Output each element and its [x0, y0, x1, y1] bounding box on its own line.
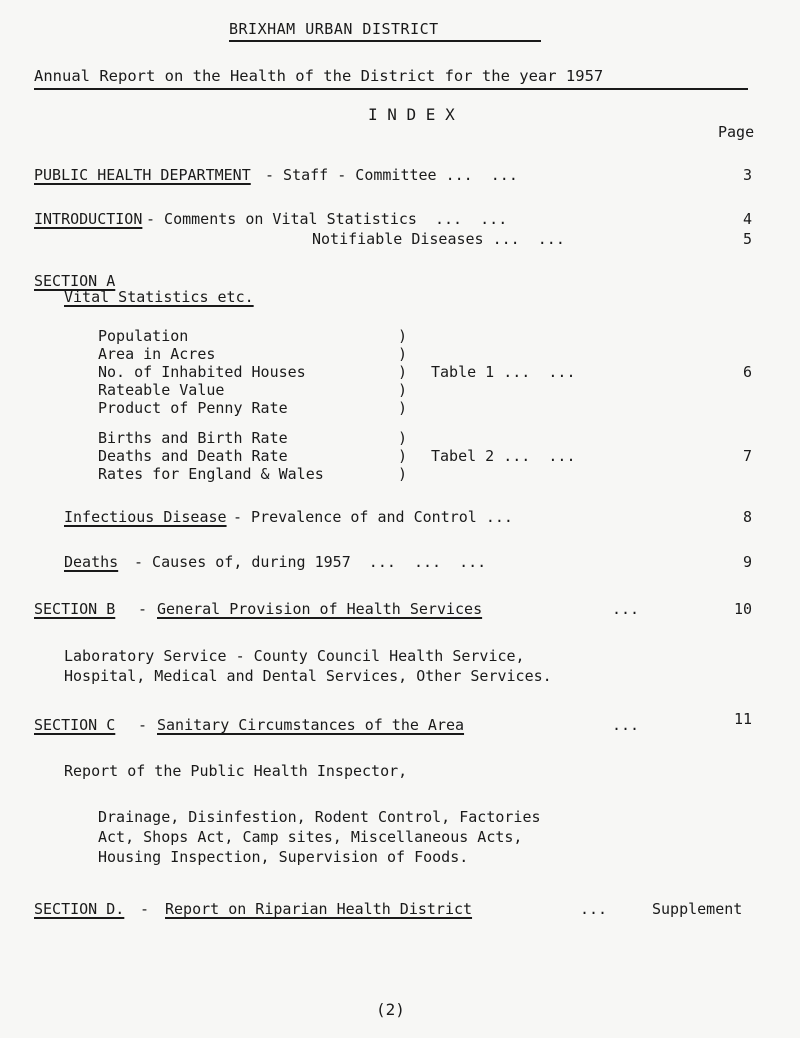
- intro-text: - Comments on Vital Statistics ... ...: [146, 210, 508, 228]
- infectious-text: - Prevalence of and Control ...: [233, 508, 513, 526]
- table2-brace: ) ) ): [398, 429, 408, 483]
- notifiable-text: Notifiable Diseases ... ...: [312, 230, 565, 248]
- footer-page-number: (2): [376, 1000, 405, 1019]
- section-c-desc-line3: Housing Inspection, Supervision of Foods.: [98, 848, 469, 866]
- table2-item: Rates for England & Wales: [98, 465, 324, 483]
- section-b-desc-line2: Hospital, Medical and Dental Services, Other Services.: [64, 667, 552, 685]
- table1-label: Table 1 ... ...: [431, 363, 576, 381]
- phd-page: 3: [742, 166, 752, 184]
- intro-heading: INTRODUCTION: [34, 210, 143, 228]
- section-b-page: 10: [733, 600, 752, 618]
- phd-heading: PUBLIC HEALTH DEPARTMENT: [34, 166, 251, 184]
- section-c-desc-line1: Drainage, Disinfestion, Rodent Control, Factories: [98, 808, 541, 826]
- table1-item: No. of Inhabited Houses: [98, 363, 306, 381]
- section-d-page: Supplement: [652, 900, 743, 918]
- page-column-label: Page: [718, 123, 755, 141]
- section-c-dots: ...: [612, 716, 640, 734]
- district-underline: [229, 40, 541, 42]
- intro-page: 4: [742, 210, 752, 228]
- section-c-page: 11: [733, 710, 752, 728]
- district-title: BRIXHAM URBAN DISTRICT: [229, 20, 439, 38]
- deaths-heading: Deaths: [64, 553, 119, 571]
- table1-brace: ) ) ) ) ): [398, 327, 408, 417]
- section-b-dots: ...: [612, 600, 640, 618]
- index-title: I N D E X: [368, 105, 455, 124]
- section-b-desc-line1: Laboratory Service - County Council Health Service,: [64, 647, 525, 665]
- section-b-heading: SECTION B: [34, 600, 116, 618]
- table1-item: Area in Acres: [98, 345, 216, 363]
- table2-item: Births and Birth Rate: [98, 429, 288, 447]
- table2-label: Tabel 2 ... ...: [431, 447, 576, 465]
- section-b-title: General Provision of Health Services: [157, 600, 483, 618]
- section-c-report: Report of the Public Health Inspector,: [64, 762, 408, 780]
- deaths-page: 9: [742, 553, 752, 571]
- report-title: Annual Report on the Health of the District for the year 1957: [34, 67, 604, 85]
- section-d-title: Report on Riparian Health District: [165, 900, 473, 918]
- section-b-dash: -: [138, 600, 148, 618]
- infectious-heading: Infectious Disease: [64, 508, 227, 526]
- infectious-page: 8: [742, 508, 752, 526]
- table1-item: Rateable Value: [98, 381, 225, 399]
- deaths-text: - Causes of, during 1957 ... ... ...: [134, 553, 487, 571]
- vital-statistics-heading: Vital Statistics etc.: [64, 288, 254, 306]
- table1-page: 6: [742, 363, 752, 381]
- table2-item: Deaths and Death Rate: [98, 447, 288, 465]
- report-title-underline: [34, 88, 748, 90]
- section-d-dots: ...: [580, 900, 608, 918]
- section-c-title: Sanitary Circumstances of the Area: [157, 716, 465, 734]
- section-c-heading: SECTION C: [34, 716, 116, 734]
- table1-item: Population: [98, 327, 189, 345]
- table1-item: Product of Penny Rate: [98, 399, 288, 417]
- section-a-heading: SECTION A: [34, 272, 116, 290]
- section-c-dash: -: [138, 716, 148, 734]
- table2-page: 7: [742, 447, 752, 465]
- phd-text: - Staff - Committee ... ...: [265, 166, 518, 184]
- section-c-desc-line2: Act, Shops Act, Camp sites, Miscellaneous Acts,: [98, 828, 523, 846]
- notifiable-page: 5: [742, 230, 752, 248]
- section-d-heading: SECTION D.: [34, 900, 125, 918]
- section-d-dash: -: [140, 900, 150, 918]
